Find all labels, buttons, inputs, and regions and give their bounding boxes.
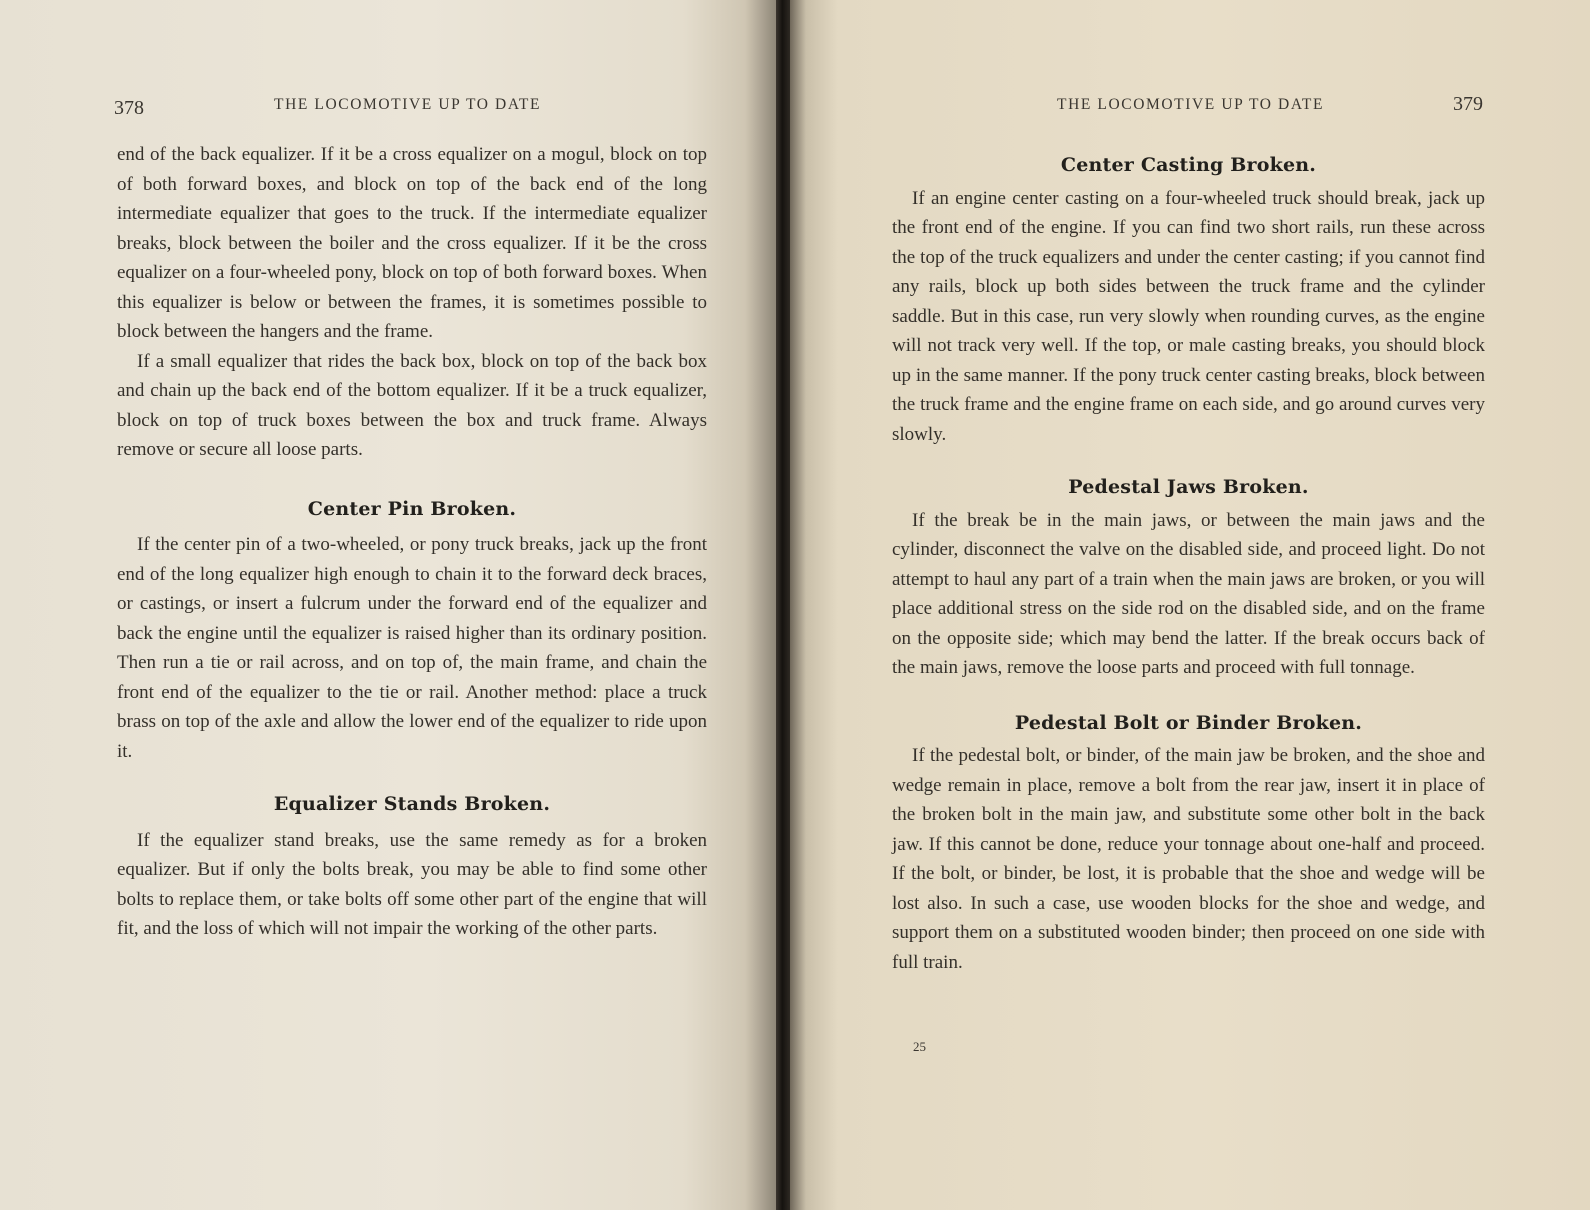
book-gutter (776, 0, 790, 1210)
right-page (790, 0, 1590, 1210)
section-body-equalizer-stands: If the equalizer stand breaks, use the same remedy as for a broken equalizer. But if only the bolts break, you may be able to find some other bolts to replace them, or take bolts off some other part of the engine that will fit, and the loss of which will not impair the working of the other parts. (117, 829, 707, 939)
section-body-pedestal-jaws: If the break be in the main jaws, or between the main jaws and the cylinder, disconnect the valve on the disabled side, and proceed light. Do not attempt to haul any part of a train when the main jaws are broken, or you will place additional stress on the side rod on the disabled side, and on the frame on the opposite side; which may bend the latter. If the break occurs back of the main jaws, remove the loose parts and proceed with full tonnage. (892, 509, 1485, 678)
paragraph: If a small equalizer that rides the back box, block on top of the back box and chain up the back end of the bottom equalizer. If it be a truck equalizer, block on top of truck boxes between the box and truck frame. Always remove or secure all loose parts. (117, 350, 707, 460)
left-page-number: 378 (114, 97, 144, 119)
left-page (0, 0, 776, 1210)
section-heading-pedestal-jaws: Pedestal Jaws Broken. (1068, 476, 1309, 498)
right-page-number: 379 (1453, 93, 1483, 115)
section-body-center-pin: If the center pin of a two-wheeled, or pony truck breaks, jack up the front end of the long equalizer high enough to chain it to the forward deck braces, or castings, or insert a fulcrum under the forward end of the equalizer and back the engine until the equalizer is raised higher than its ordinary position. Then run a tie or rail across, and on top of, the main frame, and chain the front end of the equalizer to the tie or rail. Another method: place a truck brass on top of the axle and allow the lower end of the equalizer to ride upon it. (117, 534, 707, 762)
section-body-center-casting: If an engine center casting on a four-wheeled truck should break, jack up the front end of the engine. If you can find two short rails, run these across the top of the truck equalizers and under the center casting; if you cannot find any rails, block up both sides between the truck frame and the cylinder saddle. But in this case, run very slowly when rounding curves, as the engine will not track very well. If the top, or male casting breaks, you should block up in the same manner. If the pony truck center casting breaks, block between the truck frame and the engine frame on each side, and go around curves very slowly. (892, 187, 1485, 445)
left-running-head: THE LOCOMOTIVE UP TO DATE (274, 96, 542, 113)
section-body-pedestal-bolt: If the pedestal bolt, or binder, of the main jaw be broken, and the shoe and wedge remain in place, remove a bolt from the rear jaw, insert it in place of the broken bolt in the main jaw, and substitute some other bolt in the back jaw. If this cannot be done, reduce your tonnage about one-half and proceed. If the bolt, or binder, be lost, it is probable that the shoe and wedge will be lost also. In such a case, use wooden blocks for the shoe and wedge, and support them on a substituted wooden binder; then proceed on one side with full train. (892, 745, 1485, 973)
right-text-column (892, 151, 1485, 977)
right-running-head: THE LOCOMOTIVE UP TO DATE (1057, 96, 1325, 113)
section-heading-equalizer-stands: Equalizer Stands Broken. (273, 793, 551, 815)
section-heading-center-casting: Center Casting Broken. (1060, 154, 1317, 176)
section-heading-center-pin: Center Pin Broken. (307, 497, 517, 520)
left-text-column (117, 140, 707, 944)
continued-paragraph: end of the back equalizer. If it be a cross equalizer on a mogul, block on top of both forward boxes, and block on top of the back end of the long intermediate equalizer that goes to the truck. If the intermediate equalizer breaks, block between the boiler and the cross equalizer. If it be the cross equalizer on a four-wheeled pony, block on top of both forward boxes. When this equalizer is below or between the frames, it is sometimes possible to block between the hangers and the frame. (117, 144, 707, 342)
signature-mark: 25 (913, 1039, 926, 1054)
section-heading-pedestal-bolt: Pedestal Bolt or Binder Broken. (1014, 711, 1363, 734)
